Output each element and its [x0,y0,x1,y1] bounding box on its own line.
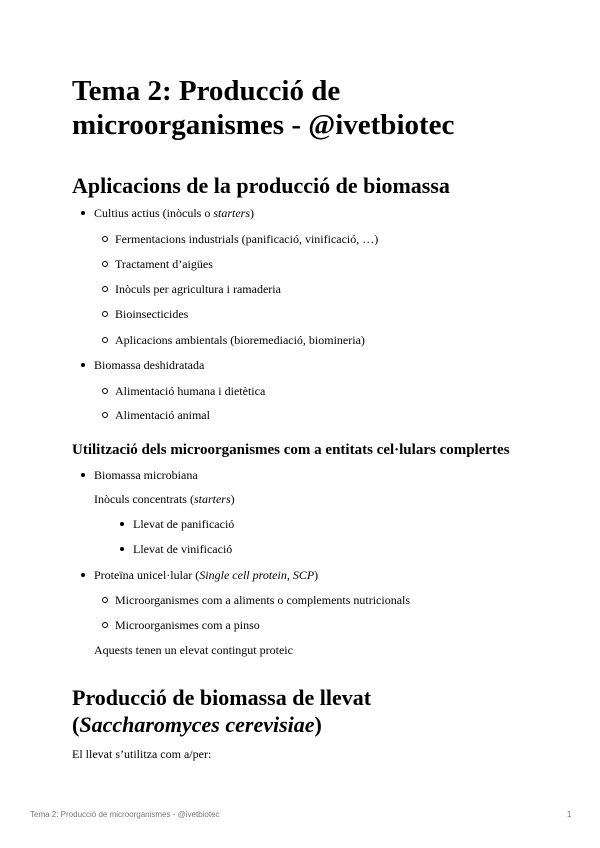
sub-list-item: Aplicacions ambientals (bioremediació, biomineria) [115,333,365,347]
list-paragraph-proteic: Aquests tenen un elevat contingut proteic [94,643,293,657]
nested-list-item: Llevat de panificació [133,517,235,531]
list-item-biomassa-microbiana: Biomassa microbiana [94,468,198,482]
sub-list-item: Microorganismes com a aliments o complements nutricionals [115,593,411,607]
emphasis-starters: starters [213,206,251,220]
subsection-heading-utilitzacio: Utilització dels microorganismes com a entitats cel·lulars complertes [72,442,510,458]
sub-list-item: Alimentació humana i dietètica [115,384,266,398]
emphasis-species: Saccharomyces cerevisiae [79,712,315,737]
emphasis-scp: Single cell protein, SCP [199,568,315,582]
paragraph-llevat: El llevat s’utilitza com a/per: [72,747,212,761]
list-item-cultius-actius: Cultius actius (inòculs o starters) [94,206,255,220]
page-title-line-1: Tema 2: Producció de [72,75,341,107]
page-title [72,74,454,142]
sub-list-item: Alimentació animal [115,408,210,422]
page-number: 1 [567,810,572,819]
nested-list-item: Llevat de vinificació [133,542,233,556]
section-heading-llevat: Producció de biomassa de llevat (Saccharomyces cerevisiae) [72,685,372,737]
sub-list-item: Bioinsecticides [115,307,189,321]
list-item-biomassa-deshidratada: Biomassa deshidratada [94,358,205,372]
page-title-line-2: microorganismes - @ivetbiotec [72,109,455,141]
page-footer-text: Tema 2: Producció de microorganismes - @ivetbiotec [30,810,220,819]
sub-list-item: Fermentacions industrials (panificació, vinificació, …) [115,232,379,246]
list-paragraph-inoculs: Inòculs concentrats (starters) [94,492,235,506]
sub-list-item: Tractament d’aigües [115,257,213,271]
section-heading-biomassa: Aplicacions de la producció de biomassa [72,173,450,198]
emphasis-starters: starters [193,492,231,506]
sub-list-item: Microorganismes com a pinso [115,618,260,632]
list-item-proteina-unicellular: Proteïna unicel·lular (Single cell protein, SCP) [94,568,319,582]
sub-list-item: Inòculs per agricultura i ramaderia [115,282,281,296]
